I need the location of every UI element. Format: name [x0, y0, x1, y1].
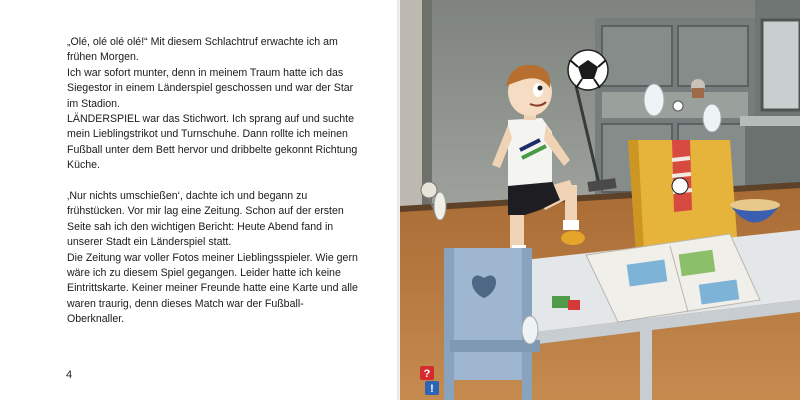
- flag: [552, 296, 570, 308]
- left-shoe: [561, 231, 585, 245]
- kitchen-illustration: [400, 0, 800, 400]
- figurine-left: [644, 84, 664, 116]
- figurine-right: [703, 104, 721, 132]
- story-paragraph-2: ‚Nur nichts umschießen‘, dachte ich und begann zu frühstücken. Vor mir lag eine Zeitung. Schon auf der ersten Seite sah ich den wichtigen Bericht: Heute Abend fand in unserer Stadt ein Länderspiel statt. Die Zeitung war voller Fotos meiner Lieblingsspieler. Wie gern wäre ich zu diesem Spiel gegangen. Leider hatte ich keine Eintrittskarte. Keiner meiner Freunde hatte eine Karte und alle waren traurig, denn dieses Match war der Fußball-Oberknaller.: [67, 190, 358, 326]
- story-paragraph-1: „Olé, olé olé olé!“ Mit diesem Schlachtruf erwachte ich am frühen Morgen. Ich war sofort munter, denn in meinem Traum hatte ich das Siegestor in einem Länderspiel geschossen und war der Star im Stadion. LÄNDERSPIEL war das Stichwort. Ich sprang auf und suchte mein Lieblingstrikot und Turnschuhe. Dann rollte ich meinen Fußball unter dem Bett hervor und dribbelte gekonnt Richtung Küche.: [67, 36, 358, 172]
- kitchen-window: [762, 20, 800, 110]
- story-text: [67, 35, 359, 328]
- exclaim-badge-label: !: [430, 383, 434, 395]
- illustration-svg: [400, 0, 800, 400]
- soccer-ball: [568, 50, 608, 90]
- question-badge-label: ?: [423, 368, 431, 380]
- page-number: 4: [66, 369, 73, 381]
